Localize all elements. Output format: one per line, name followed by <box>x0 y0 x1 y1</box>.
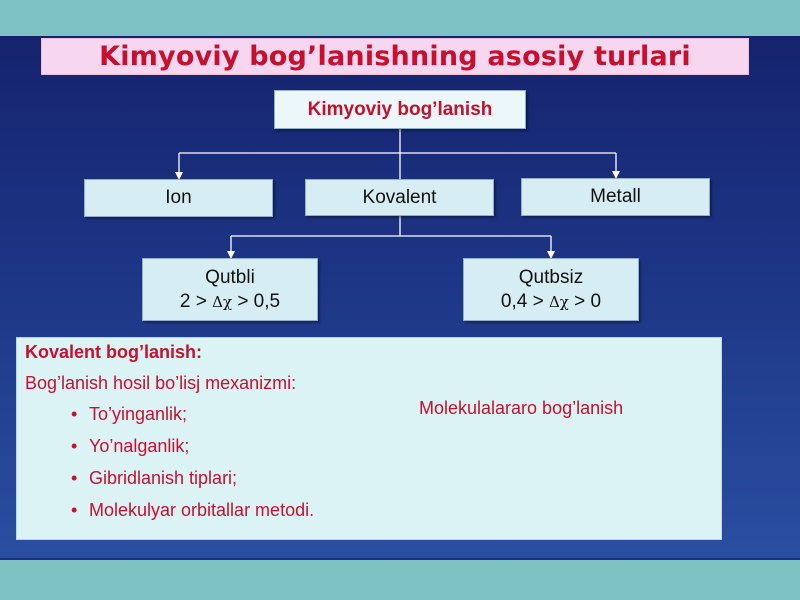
diagram-node-kovalent <box>305 179 494 216</box>
slide-title-box <box>41 38 749 75</box>
list-item-text: Molekulyar orbitallar metodi. <box>89 500 315 520</box>
qutbsiz-range-right: > 0 <box>574 290 602 312</box>
diagram-node-ion <box>84 179 273 217</box>
diagram-root-node <box>274 90 526 129</box>
list-item <box>67 402 314 434</box>
bullet-icon: • <box>71 500 78 520</box>
bottom-decor-band <box>0 560 800 600</box>
qutbsiz-delta-chi-symbol: Δχ <box>548 292 569 311</box>
info-bullet-list <box>67 402 314 530</box>
top-decor-band <box>0 0 800 36</box>
info-panel <box>16 337 722 540</box>
diagram-node-qutbsiz <box>463 258 639 321</box>
list-item <box>67 498 314 530</box>
list-item <box>67 466 314 498</box>
qutbli-delta-chi-symbol: Δχ <box>212 292 233 311</box>
bullet-icon: • <box>71 436 78 456</box>
info-subheading: Bog’lanish hosil bo’lisj mexanizmi: <box>25 373 297 393</box>
info-heading: Kovalent bog’lanish: <box>25 342 203 362</box>
node-qutbli-label: Qutbli <box>205 266 255 288</box>
diagram-node-qutbli <box>142 258 318 321</box>
node-qutbsiz-label: Qutbsiz <box>518 266 584 288</box>
bullet-icon: • <box>71 468 78 488</box>
diagram-root-label: Kimyoviy bog’lanish <box>307 98 493 120</box>
list-item-text: Yo’nalganlik; <box>89 436 190 456</box>
node-qutbli-range <box>180 290 280 314</box>
node-kovalent-label: Kovalent <box>362 186 437 208</box>
info-side-note: Molekulalararo bog’lanish <box>419 398 624 418</box>
qutbli-range-left: 2 > <box>179 290 207 312</box>
node-qutbsiz-range <box>501 290 601 314</box>
list-item-text: Gibridlanish tiplari; <box>89 468 238 488</box>
qutbsiz-range-left: 0,4 > <box>500 290 544 312</box>
diagram-node-metall <box>521 178 710 216</box>
slide-title: Kimyoviy bog’lanishning asosiy turlari <box>99 41 691 72</box>
bullet-icon: • <box>71 404 78 424</box>
list-item <box>67 434 314 466</box>
node-metall-label: Metall <box>590 186 641 207</box>
qutbli-range-right: > 0,5 <box>237 290 281 312</box>
list-item-text: To’yinganlik; <box>89 404 188 424</box>
node-ion-label: Ion <box>165 187 192 208</box>
